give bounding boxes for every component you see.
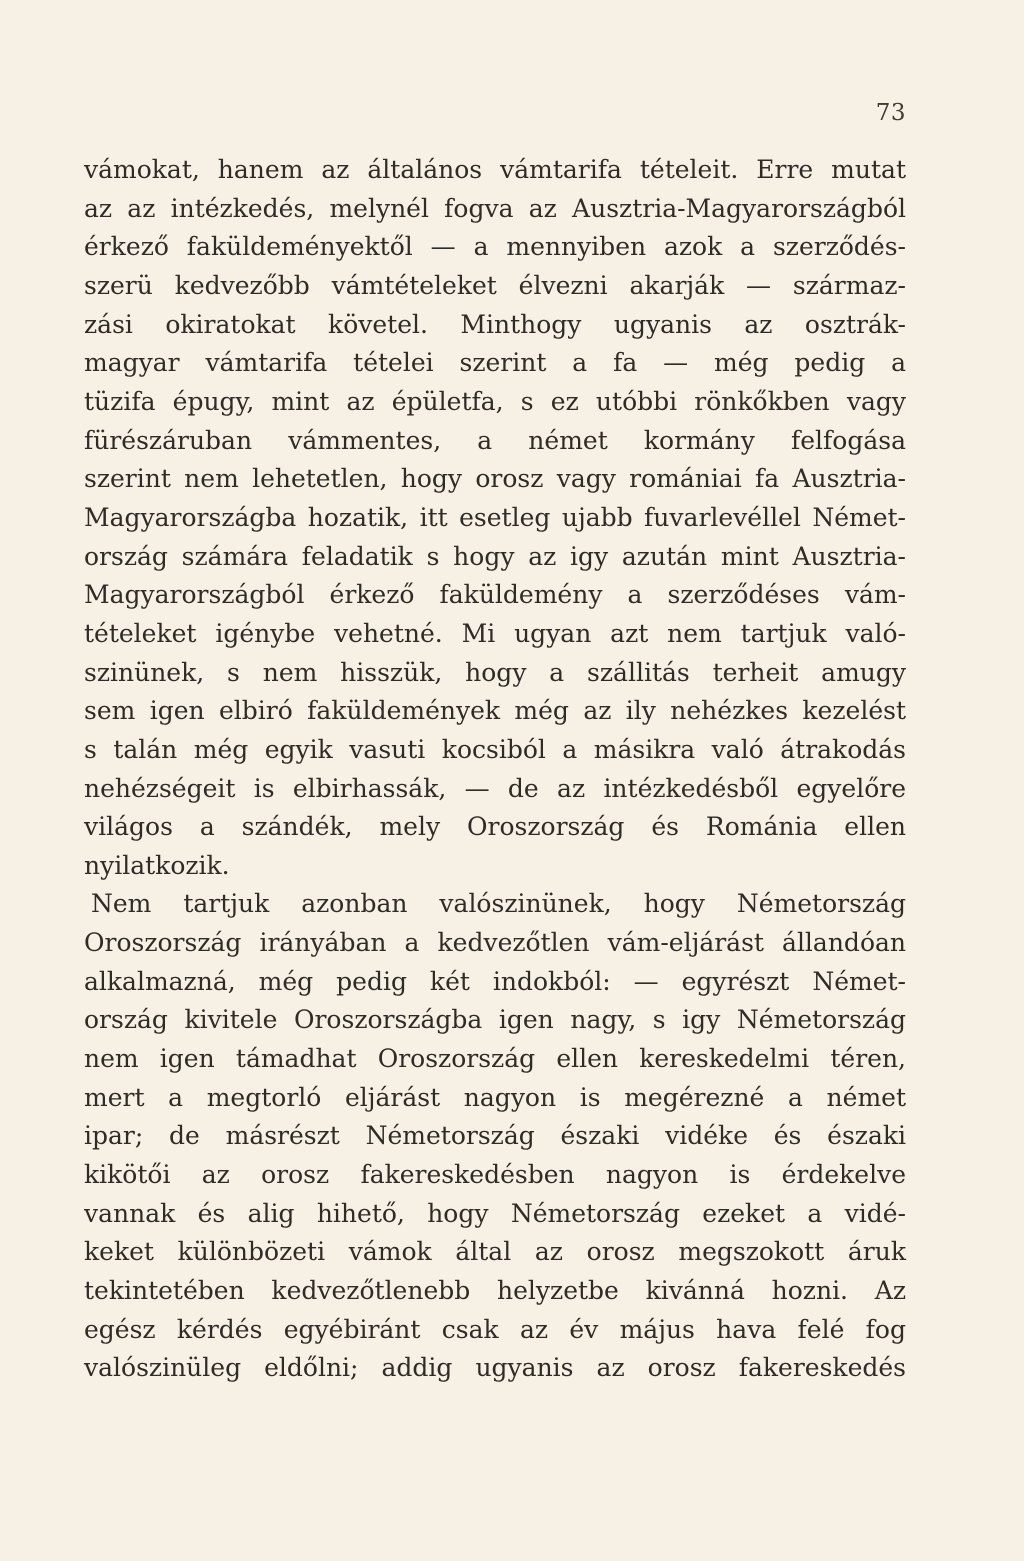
text-line: Oroszország irányában a kedvezőtlen vám-eljárást állandóan [84, 928, 906, 958]
text-line: vannak és alig hihető, hogy Németország ezeket a vidé- [84, 1198, 906, 1228]
text-line: ipar; de másrészt Németország északi vidéke és északi [84, 1121, 906, 1151]
page-number: 73 [875, 100, 906, 126]
text-line: világos a szándék, mely Oroszország és Románia ellen [84, 812, 906, 842]
text-line: mert a megtorló eljárást nagyon is megérezné a német [84, 1082, 906, 1112]
text-line: vámokat, hanem az általános vámtarifa tételeit. Erre mutat [84, 155, 906, 184]
text-line: Magyarországból érkező faküldemény a szerződéses vám- [84, 580, 906, 610]
text-line: magyar vámtarifa tételei szerint a fa — még pedig a [84, 348, 906, 378]
text-line: szerint nem lehetetlen, hogy orosz vagy romániai fa Ausztria- [84, 464, 906, 494]
text-line: az az intézkedés, melynél fogva az Ausztria-Magyarországból [84, 193, 906, 223]
text-line: Magyarországba hozatik, itt esetleg ujabb fuvarlevéllel Német- [84, 502, 906, 532]
paragraph-end-line: nyilatkozik. [84, 850, 230, 880]
paragraph-start-line: Nem tartjuk azonban valószinünek, hogy Németország [91, 889, 906, 919]
text-line: szerü kedvezőbb vámtételeket élvezni akarják — származ- [84, 270, 906, 300]
text-line: sem igen elbiró faküldemények még az ily nehézkes kezelést [84, 696, 906, 726]
text-line: keket különbözeti vámok által az orosz megszokott áruk [84, 1237, 906, 1267]
text-line: ország kivitele Oroszországba igen nagy, s igy Németország [84, 1005, 906, 1035]
text-line: érkező faküldeményektől — a mennyiben azok a szerződés- [84, 232, 906, 262]
text-line: szinünek, s nem hisszük, hogy a szállitás terheit amugy [84, 657, 906, 687]
text-line: s talán még egyik vasuti kocsiból a másikra való átrakodás [84, 734, 906, 764]
text-line: nem igen támadhat Oroszország ellen kereskedelmi téren, [84, 1044, 906, 1074]
text-line: egész kérdés egyébiránt csak az év május hava felé fog [84, 1314, 906, 1344]
text-line: ország számára feladatik s hogy az igy azután mint Ausztria- [84, 541, 906, 571]
text-line: tekintetében kedvezőtlenebb helyzetbe kivánná hozni. Az [84, 1276, 906, 1306]
text-line: fürészáruban vámmentes, a német kormány felfogása [84, 425, 906, 455]
text-line: valószinüleg eldőlni; addig ugyanis az orosz fakereskedés [84, 1353, 906, 1383]
text-line: tüzifa épugy, mint az épületfa, s ez utóbbi rönkőkben vagy [84, 386, 906, 416]
text-line: nehézségeit is elbirhassák, — de az intézkedésből egyelőre [84, 773, 906, 803]
body-text [84, 151, 906, 1388]
text-line: kikötői az orosz fakereskedésben nagyon is érdekelve [84, 1160, 906, 1190]
text-line: tételeket igénybe vehetné. Mi ugyan azt nem tartjuk való- [84, 618, 906, 648]
text-line: zási okiratokat követel. Minthogy ugyanis az osztrák- [84, 309, 906, 339]
text-line: alkalmazná, még pedig két indokból: — egyrészt Német- [84, 966, 906, 996]
